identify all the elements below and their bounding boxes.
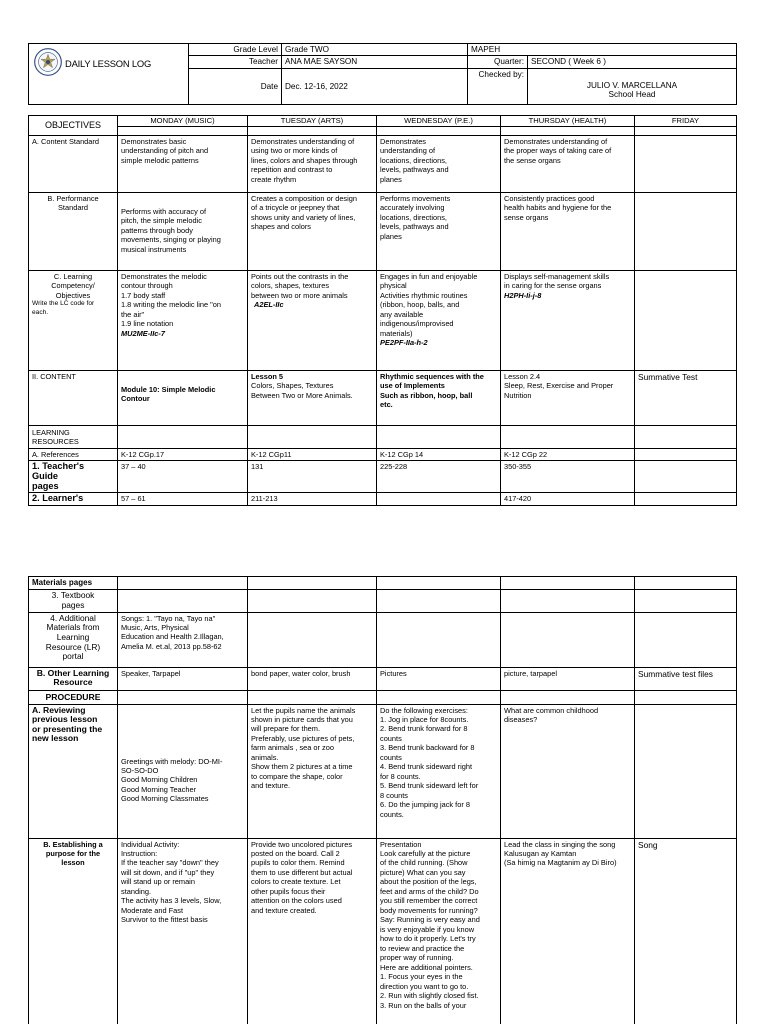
cell-mon: Demonstrates basic understanding of pitch and simple melodic patterns [118, 135, 248, 192]
cell-mon: Speaker, Tarpapel [118, 667, 248, 690]
row-label: LEARNING RESOURCES [29, 425, 118, 448]
row-label: PROCEDURE [29, 690, 118, 704]
lesson-log-table-continued [28, 576, 737, 1024]
thursday-header: THURSDAY (HEALTH) [501, 116, 635, 127]
table-row [29, 704, 737, 838]
cell-mon: 37 – 40 [118, 461, 248, 493]
cell-tue: Let the pupils name the animals shown in picture cards that you will prepare for them. Preferably, use pictures of pets, farm animals , sea or zoo animals. Show them 2 pictures at a time to compare the shape, color and texture. [248, 704, 377, 838]
cell-mon: Songs: 1. "Tayo na, Tayo na" Music, Arts, Physical Education and Health 2.Illagan, Amelia M. et.al, 2013 pp.58-62 [118, 612, 248, 667]
cell-wed: Pictures [377, 667, 501, 690]
grade-level-value: Grade TWO [282, 44, 468, 56]
lc-code: A2EL-IIc [254, 300, 284, 310]
lesson-title: Lesson 5 [251, 371, 284, 381]
table-row [29, 270, 737, 370]
row-label: C. Learning Competency/ Objectives [51, 271, 95, 300]
row-label: 4. Additional Materials from Learning Resource (LR) portal [29, 612, 118, 667]
cell-wed [377, 270, 501, 370]
teacher-value: ANA MAE SAYSON [282, 56, 468, 68]
friday-header: FRIDAY [635, 116, 737, 127]
lc-code: H2PH-Ii-j-8 [504, 290, 542, 300]
quarter-label: Quarter: [468, 56, 528, 68]
cell-tue: Creates a composition or design of a tricycle or jeepney that shows unity and variety of lines, shapes and colors [248, 192, 377, 270]
row-label: A. References [29, 448, 118, 460]
logo-cell [29, 44, 189, 105]
date-label: Date [189, 68, 282, 104]
cell-thu: picture, tarpapel [501, 667, 635, 690]
cell-text: Engages in fun and enjoyable physical Activities rhythmic routines (ribbon, hoop, balls, and any available indigenous/improvised materials) [380, 271, 478, 338]
cell-fri [635, 270, 737, 370]
cell-thu: What are common childhood diseases? [501, 704, 635, 838]
date-value: Dec. 12-16, 2022 [282, 68, 468, 104]
cell-fri [635, 493, 737, 506]
cell-tue: 131 [248, 461, 377, 493]
table-row [29, 667, 737, 690]
table-row [29, 577, 737, 590]
grade-level-label: Grade Level [189, 44, 282, 56]
cell-wed: K-12 CGp 14 [377, 448, 501, 460]
cell-tue: bond paper, water color, brush [248, 667, 377, 690]
cell-wed: 225-228 [377, 461, 501, 493]
row-label: A. Reviewing previous lesson or presenting the new lesson [29, 704, 118, 838]
cell-wed [377, 493, 501, 506]
row-label: 2. Learner's [29, 493, 118, 506]
row-label: Materials pages [29, 577, 118, 590]
cell-text: Demonstrates the melodic contour through 1.7 body staff 1.8 writing the melodic line "on the air" 1.9 line notation [121, 271, 221, 329]
table-row [29, 425, 737, 448]
row-label: A. Content Standard [29, 135, 118, 192]
row-label-block [29, 270, 118, 370]
table-row [29, 838, 737, 1024]
cell-thu: K-12 CGp 22 [501, 448, 635, 460]
cell-fri: Summative test files [635, 667, 737, 690]
cell-mon: K-12 CGp.17 [118, 448, 248, 460]
table-row [29, 690, 737, 704]
cell-fri [635, 448, 737, 460]
table-row [29, 590, 737, 612]
cell-mon: Individual Activity: Instruction: If the teacher say "down" they will sit down, and if "up" they will stand up or remain standing. The activity has 3 levels, Slow, Moderate and Fast Survivor to the fittest basis [118, 838, 248, 1024]
cell-thu: Demonstrates understanding of the proper ways of taking care of the sense organs [501, 135, 635, 192]
cell-mon: Greetings with melody: DO-MI- SO-SO-DO Good Morning Children Good Morning Teacher Good Morning Classmates [118, 704, 248, 838]
header-table [28, 43, 737, 105]
cell-thu: Lead the class in singing the song Kalusugan ay Kamtan (Sa himig na Magtanim ay Di Biro) [501, 838, 635, 1024]
cell-mon: 57 – 61 [118, 493, 248, 506]
table-row [29, 493, 737, 506]
cell-wed: Rhythmic sequences with the use of Implements Such as ribbon, hoop, ball etc. [377, 370, 501, 425]
lesson-log-table [28, 115, 737, 506]
checked-by-label: Checked by: [468, 68, 528, 104]
cell-tue: 211-213 [248, 493, 377, 506]
cell-text: Displays self-management skills in caring for the sense organs [504, 271, 610, 291]
cell-wed: Performs movements accurately involving locations, directions, levels, pathways and planes [377, 192, 501, 270]
table-row [29, 135, 737, 192]
cell-fri: Song [635, 838, 737, 1024]
table-row [29, 192, 737, 270]
teacher-label: Teacher [189, 56, 282, 68]
table-row [29, 448, 737, 460]
cell-fri: Summative Test [635, 370, 737, 425]
row-label: B. Establishing a purpose for the lesson [29, 838, 118, 1024]
cell-tue: K-12 CGp11 [248, 448, 377, 460]
row-label: 1. Teacher's Guide pages [29, 461, 118, 493]
cell-thu: 350-355 [501, 461, 635, 493]
wednesday-header: WEDNESDAY (P.E.) [377, 116, 501, 127]
cell-mon [118, 270, 248, 370]
checked-by-block [528, 68, 737, 104]
objectives-header: OBJECTIVES [29, 116, 118, 136]
checked-by-title: School Head [608, 90, 656, 100]
row-label: B. Other Learning Resource [29, 667, 118, 690]
row-label: II. CONTENT [29, 370, 118, 425]
cell-tue: Demonstrates understanding of using two or more kinds of lines, colors and shapes through repetition and contrast to create rhythm [248, 135, 377, 192]
cell-fri [635, 192, 737, 270]
doc-title: DAILY LESSON LOG [65, 58, 152, 69]
row-note: Write the LC code for each. [32, 300, 95, 316]
cell-thu: Consistently practices good health habits and hygiene for the sense organs [501, 192, 635, 270]
cell-mon: Performs with accuracy of pitch, the simple melodic patterns through body movements, singing or playing musical instruments [118, 192, 248, 270]
cell-mon: Module 10: Simple Melodic Contour [118, 370, 248, 425]
cell-fri [635, 461, 737, 493]
cell-wed: Presentation Look carefully at the picture of the child running. (Show picture) What can you say about the position of the legs, feet and arms of the child? Do you still remember the correct body movements for running? Say: Running is very easy and is very enjoyable if you know how to do it properly. Let's try to review and practice the proper way of running. Here are additional pointers. 1. Focus your eyes in the direction you want to go to. 2. Run with slightly closed fist. 3. Run on the balls of your [377, 838, 501, 1024]
lc-code: MU2ME-IIc-7 [121, 328, 165, 338]
table-row [29, 612, 737, 667]
subject-value: MAPEH [468, 44, 737, 56]
deped-seal-icon [34, 48, 62, 76]
cell-wed: Do the following exercises: 1. Jog in place for 8counts. 2. Bend trunk forward for 8 counts 3. Bend trunk backward for 8 counts 4. Bend trunk sideward right for 8 counts. 5. Bend trunk sideward left for 8 counts 6. Do the jumping jack for 8 counts. [377, 704, 501, 838]
quarter-value: SECOND ( Week 6 ) [528, 56, 737, 68]
tuesday-header: TUESDAY (ARTS) [248, 116, 377, 127]
cell-thu [501, 270, 635, 370]
cell-fri [635, 135, 737, 192]
cell-text: Colors, Shapes, Textures Between Two or More Animals. [251, 381, 353, 400]
checked-by-name: JULIO V. MARCELLANA [586, 80, 678, 90]
cell-wed: Demonstrates understanding of locations, directions, levels, pathways and planes [377, 135, 501, 192]
table-row [29, 370, 737, 425]
lc-code: PE2PF-IIa-h-2 [380, 338, 428, 347]
cell-tue [248, 270, 377, 370]
cell-fri [635, 704, 737, 838]
cell-thu: 417-420 [501, 493, 635, 506]
row-label: B. Performance Standard [29, 192, 118, 270]
cell-text: Points out the contrasts in the colors, shapes, textures between two or more animals [251, 271, 349, 300]
table-row [29, 461, 737, 493]
cell-thu: Lesson 2.4 Sleep, Rest, Exercise and Proper Nutrition [501, 370, 635, 425]
cell-tue [248, 370, 377, 425]
cell-tue: Provide two uncolored pictures posted on the board. Call 2 pupils to color them. Remind them to use different but actual colors to create texture. Let other pupils focus their attention on the colors used and texture created. [248, 838, 377, 1024]
row-label: 3. Textbook pages [29, 590, 118, 612]
monday-header: MONDAY (MUSIC) [118, 116, 248, 127]
